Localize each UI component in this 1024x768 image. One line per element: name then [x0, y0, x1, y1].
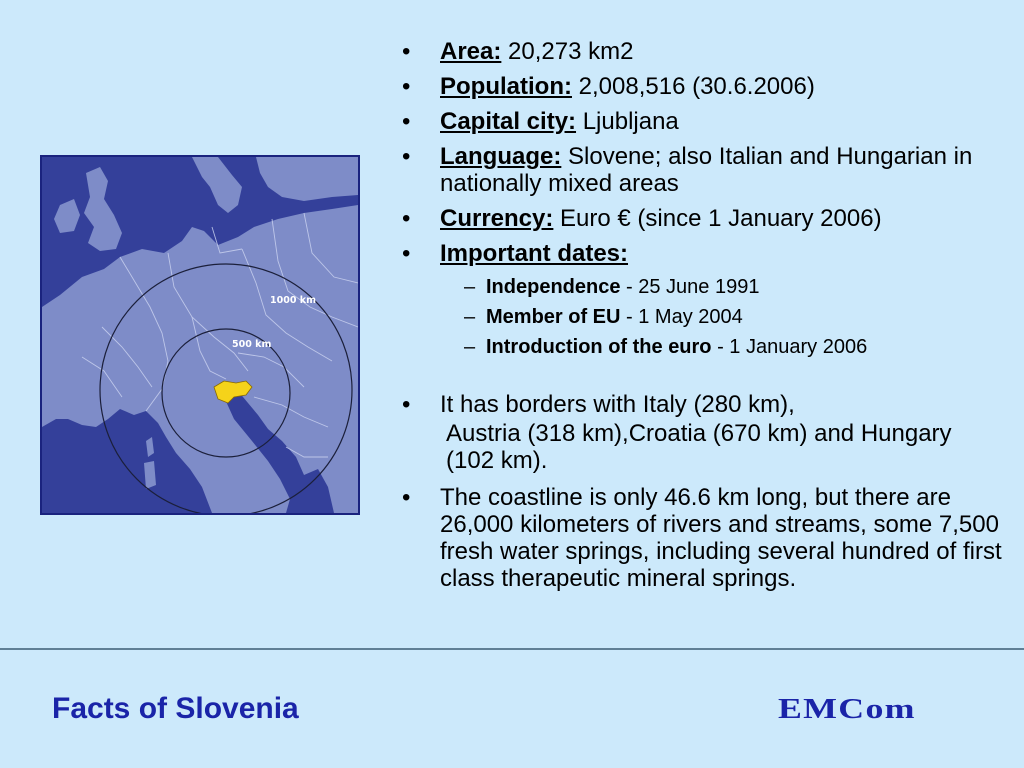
- fact-value: 20,273 km2: [501, 38, 634, 65]
- fact-coastline: [402, 484, 1002, 592]
- bullet: •: [402, 38, 411, 65]
- fact-label: Important dates:: [440, 240, 629, 267]
- fact-important-dates: [402, 240, 1002, 267]
- bullet: •: [402, 484, 411, 511]
- date-label: Independence: [486, 276, 621, 298]
- bullet: •: [402, 108, 411, 135]
- date-independence: [402, 275, 1002, 299]
- footer-divider: [0, 648, 1024, 650]
- fact-label: Currency:: [440, 205, 554, 232]
- date-label: Introduction of the euro: [486, 336, 712, 358]
- coastline-text: The coastline is only 46.6 km long, but there are 26,000 kilometers of rivers and streams, some 7,500 fresh water springs, including several hundred of first class therapeutic mineral springs.: [440, 484, 1002, 592]
- dash: –: [464, 276, 476, 298]
- date-eu-membership: [402, 305, 1002, 329]
- fact-currency: [402, 205, 1002, 232]
- borders-line-2: Austria (318 km),Croatia (670 km) and Hungary (102 km).: [446, 420, 952, 474]
- sardinia-land: [144, 461, 156, 489]
- date-value: - 25 June 1991: [620, 276, 760, 298]
- spacer: [402, 365, 1002, 391]
- bullet: •: [402, 240, 411, 267]
- fact-value: 2,008,516 (30.6.2006): [571, 73, 815, 100]
- europe-map: [40, 155, 360, 515]
- map-graphic: [42, 157, 358, 513]
- borders-line-1: It has borders with Italy (280 km),: [440, 391, 795, 418]
- fact-capital: [402, 108, 1002, 135]
- bullet: •: [402, 205, 411, 232]
- fact-area: [402, 38, 1002, 65]
- date-label: Member of EU: [486, 306, 621, 328]
- emcom-logo: EMCom: [778, 694, 916, 725]
- date-euro: [402, 335, 1002, 359]
- fact-language: [402, 143, 1002, 197]
- facts-list: [402, 38, 1002, 600]
- bullet: •: [402, 73, 411, 100]
- dash: –: [464, 306, 476, 328]
- fact-population: [402, 73, 1002, 100]
- fact-value: Ljubljana: [576, 108, 679, 135]
- date-value: - 1 January 2006: [711, 336, 868, 358]
- dash: –: [464, 336, 476, 358]
- slide-title: Facts of Slovenia: [52, 692, 299, 725]
- fact-label: Population:: [440, 73, 572, 100]
- date-value: - 1 May 2004: [620, 306, 743, 328]
- ring-outer-label: 1000 km: [270, 295, 316, 306]
- bullet: •: [402, 391, 411, 418]
- fact-value: Slovene; also Italian and Hungarian in nationally mixed areas: [440, 143, 973, 197]
- ring-inner-label: 500 km: [232, 339, 272, 350]
- fact-label: Area:: [440, 38, 502, 65]
- fact-borders: [402, 391, 1002, 418]
- fact-value: Euro € (since 1 January 2006): [553, 205, 882, 232]
- fact-label: Language:: [440, 143, 562, 170]
- bullet: •: [402, 143, 411, 170]
- fact-label: Capital city:: [440, 108, 577, 135]
